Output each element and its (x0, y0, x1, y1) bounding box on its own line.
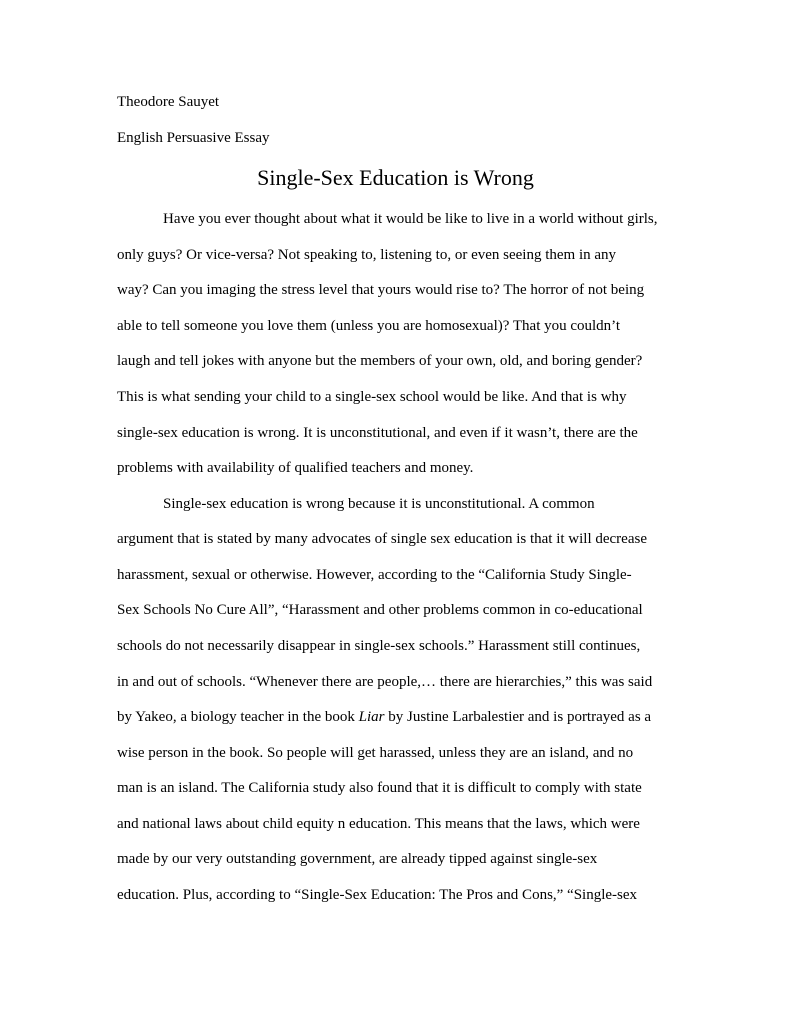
paragraph-2-line: argument that is stated by many advocates of single sex education is that it will decrease (117, 531, 647, 547)
paragraph-2-line: and national laws about child equity n education. This means that the laws, which were (117, 816, 640, 832)
course-name: English Persuasive Essay (117, 130, 270, 146)
paragraph-2-line: wise person in the book. So people will get harassed, unless they are an island, and no (117, 745, 634, 761)
paragraph-1-line: able to tell someone you love them (unless you are homosexual)? That you couldn’t (117, 318, 621, 334)
paragraph-1-line: Have you ever thought about what it would be like to live in a world without girls, (163, 211, 658, 227)
paragraph-2-line: education. Plus, according to “Single-Sex Education: The Pros and Cons,” “Single-sex (117, 887, 638, 903)
paragraph-1-line: way? Can you imaging the stress level that yours would rise to? The horror of not being (117, 282, 645, 298)
author-name: Theodore Sauyet (117, 94, 220, 110)
line-text-after-book: by Justine Larbalestier and is portrayed as a (384, 709, 652, 725)
paragraph-2-line: Sex Schools No Cure All”, “Harassment and other problems common in co-educational (117, 602, 643, 618)
paragraph-1-line: single-sex education is wrong. It is unconstitutional, and even if it wasn’t, there are the (117, 425, 638, 441)
paragraph-2-line (117, 708, 651, 726)
paragraph-1-line: laugh and tell jokes with anyone but the members of your own, old, and boring gender? (117, 353, 643, 369)
paragraph-2-line: in and out of schools. “Whenever there are people,… there are hierarchies,” this was said (117, 674, 653, 690)
book-title: Liar (358, 709, 385, 725)
paragraph-2-line: Single-sex education is wrong because it is unconstitutional. A common (163, 496, 595, 512)
paragraph-2-line: schools do not necessarily disappear in single-sex schools.” Harassment still continues, (117, 638, 641, 654)
essay-title: Single-Sex Education is Wrong (257, 165, 534, 190)
paragraph-2-line: man is an island. The California study also found that it is difficult to comply with state (117, 780, 642, 796)
paragraph-1-line: This is what sending your child to a single-sex school would be like. And that is why (117, 389, 627, 405)
paragraph-1-line: only guys? Or vice-versa? Not speaking to, listening to, or even seeing them in any (117, 247, 617, 263)
paragraph-1-line: problems with availability of qualified teachers and money. (117, 460, 474, 476)
paragraph-2-line: made by our very outstanding government, are already tipped against single-sex (117, 851, 598, 867)
paragraph-2-line: harassment, sexual or otherwise. However, according to the “California Study Single- (117, 567, 632, 583)
line-text-before-book: by Yakeo, a biology teacher in the book (117, 709, 359, 725)
